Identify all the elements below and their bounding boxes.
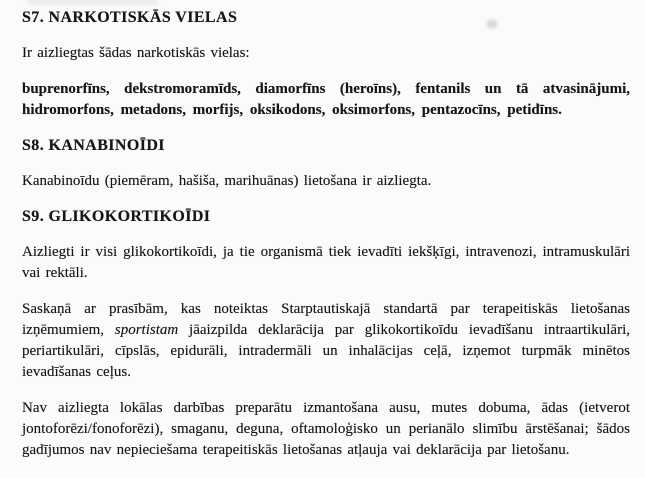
paragraph-s7-substance-list: buprenorfīns, dekstromoramīds, diamorfīns (heroīns), fentanils un tā atvasinājumi, hidromorfons, metadons, morfijs, oksikodons, oksimorfons, pentazocīns, petidīns. bbox=[22, 81, 630, 118]
paragraph-s9-allowed-uses: Nav aizliegta lokālas darbības preparātu izmantošana ausu, mutes dobuma, ādas (ietverot jontoforēzi/fonoforēzi), smaganu, deguna, oftamoloģisko un perianālo slimību ārstēšanai; šādos gadījumos nav nepieciešama terapeitiskās lietošanas atļauja vai deklarācija par lietošanu. bbox=[22, 400, 630, 458]
section-heading-s9: S9. GLIKOKORTIKOĪDI bbox=[22, 208, 211, 225]
paragraph-s9-declaration-italic-term: sportistam bbox=[114, 322, 179, 338]
paragraph-s9-declaration bbox=[22, 299, 630, 383]
paragraph-s7-intro: Ir aizliegtas šādas narkotiskās vielas: bbox=[22, 45, 250, 61]
paragraph-s9-declaration-pre: Saskaņā ar prasībām, kas noteiktas Starptautiskajā standartā par terapeitiskās lietošanas izņēmumiem, bbox=[22, 301, 630, 338]
paragraph-s9-routes: Aizliegti ir visi glikokortikoīdi, ja tie organismā tiek ievadīti iekšķīgi, intravenozi, intramuskulāri vai rektāli. bbox=[22, 244, 630, 281]
paragraph-s8-body: Kanabinoīdu (piemēram, hašiša, marihuānas) lietošana ir aizliegta. bbox=[22, 173, 432, 189]
scan-artifact-top-streak bbox=[28, 0, 158, 4]
section-heading-s8: S8. KANABINOĪDI bbox=[22, 137, 165, 154]
paragraph-s9-declaration-post: jāaizpilda deklarācija par glikokortikoīdu ievadīšanu intraartikulāri, periartikulāri, cīpslās, epidurāli, intradermāli un inhalācijas ceļā, izņemot turpmāk minētos ievadīšanas ceļus. bbox=[22, 322, 631, 380]
section-heading-s7: S7. NARKOTISKĀS VIELAS bbox=[22, 9, 238, 26]
